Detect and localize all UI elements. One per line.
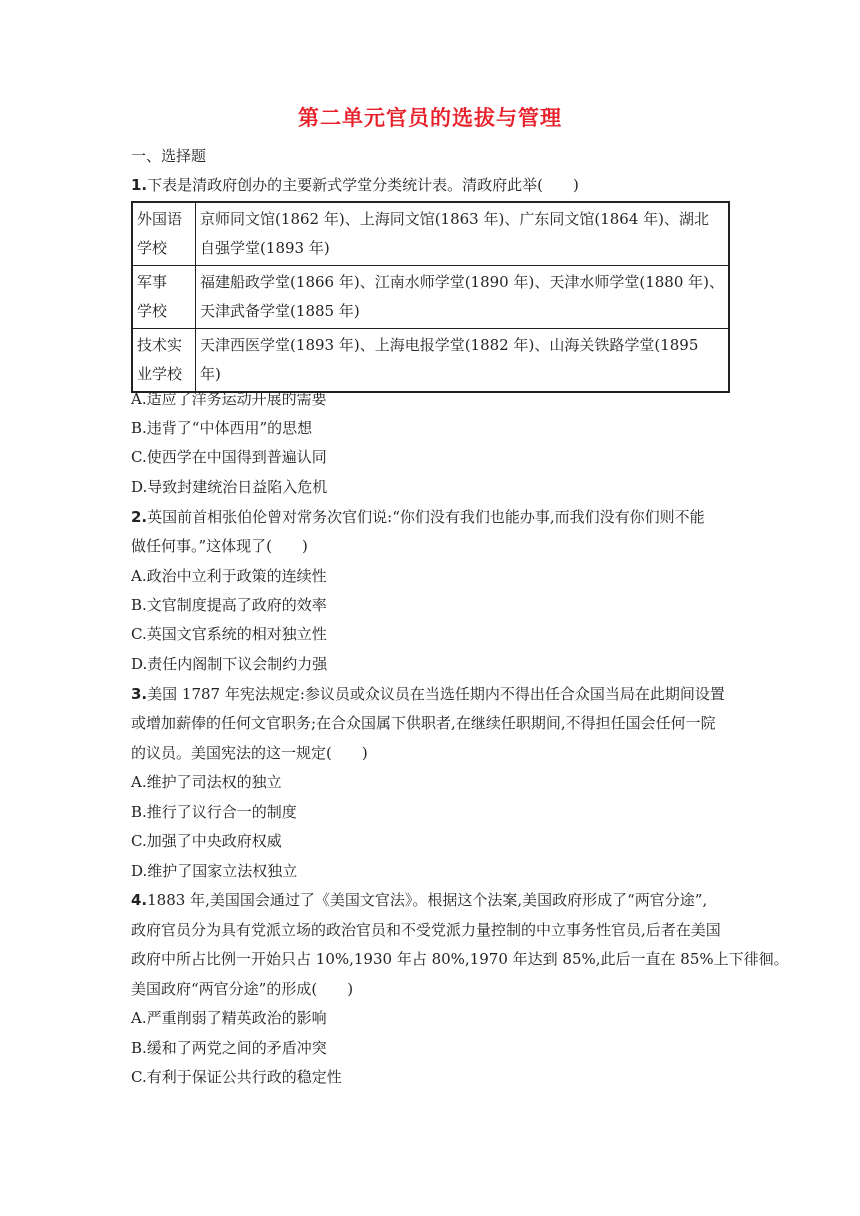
option-b: B.推行了议行合一的制度	[131, 803, 297, 821]
question-number: 4.	[131, 891, 148, 909]
table-row	[132, 266, 729, 329]
option-c: C.英国文官系统的相对独立性	[131, 625, 327, 643]
question-text: 下表是清政府创办的主要新式学堂分类统计表。清政府此举( )	[147, 176, 579, 194]
section-heading: 一、选择题	[131, 147, 207, 165]
question-text: 美国 1787 年宪法规定:参议员或众议员在当选任期内不得出任合众国当局在此期间设置	[147, 685, 725, 703]
page-title: 第二单元官员的选拔与管理	[298, 106, 562, 130]
cell-line: 学校	[137, 239, 168, 257]
question-2-stem	[131, 507, 705, 527]
table-cell-category	[132, 329, 196, 393]
table-cell-content	[196, 202, 729, 266]
cell-line: 年)	[200, 365, 221, 383]
question-text: 美国政府“两官分途”的形成( )	[131, 980, 354, 998]
cell-line: 业学校	[137, 365, 183, 383]
question-text: 做任何事。”这体现了( )	[131, 537, 308, 555]
cell-line: 自强学堂(1893 年)	[200, 239, 330, 257]
option-c: C.有利于保证公共行政的稳定性	[131, 1068, 342, 1086]
option-a: A.政治中立利于政策的连续性	[131, 567, 327, 585]
question-text: 1883 年,美国国会通过了《美国文官法》。根据这个法案,美国政府形成了“两官分途”,	[147, 891, 708, 909]
table-cell-content	[196, 266, 729, 329]
question-3-stem	[131, 684, 725, 704]
option-c: C.使西学在中国得到普遍认同	[131, 448, 327, 466]
cell-line: 学校	[137, 302, 168, 320]
option-d: D.维护了国家立法权独立	[131, 862, 298, 880]
option-c: C.加强了中央政府权威	[131, 832, 282, 850]
question-1-stem	[131, 175, 579, 195]
cell-line: 技术实	[137, 336, 183, 354]
table-row	[132, 329, 729, 393]
question-number: 2.	[131, 508, 148, 526]
option-a: A.维护了司法权的独立	[131, 773, 282, 791]
question-text: 政府官员分为具有党派立场的政治官员和不受党派力量控制的中立事务性官员,后者在美国	[131, 921, 721, 939]
option-d: D.责任内阁制下议会制约力强	[131, 655, 328, 673]
option-d: D.导致封建统治日益陷入危机	[131, 478, 328, 496]
table-row	[132, 202, 729, 266]
cell-line: 福建船政学堂(1866 年)、江南水师学堂(1890 年)、天津水师学堂(1880 年)、	[200, 273, 724, 291]
question-text: 英国前首相张伯伦曾对常务次官们说:“你们没有我们也能办事,而我们没有你们则不能	[147, 508, 705, 526]
question-number: 3.	[131, 685, 148, 703]
school-table	[131, 201, 730, 393]
cell-line: 天津西医学堂(1893 年)、上海电报学堂(1882 年)、山海关铁路学堂(1895	[200, 336, 699, 354]
question-text: 的议员。美国宪法的这一规定( )	[131, 744, 368, 762]
option-b: B.违背了“中体西用”的思想	[131, 419, 313, 437]
cell-line: 京师同文馆(1862 年)、上海同文馆(1863 年)、广东同文馆(1864 年)、湖北	[200, 210, 709, 228]
question-4-stem	[131, 890, 707, 910]
cell-line: 天津武备学堂(1885 年)	[200, 302, 360, 320]
cell-line: 外国语	[137, 210, 183, 228]
option-b: B.缓和了两党之间的矛盾冲突	[131, 1039, 327, 1057]
option-b: B.文官制度提高了政府的效率	[131, 596, 327, 614]
question-number: 1.	[131, 176, 148, 194]
question-text: 政府中所占比例一开始只占 10%,1930 年占 80%,1970 年达到 85%,此后一直在 85%上下徘徊。	[131, 950, 789, 968]
table-cell-category	[132, 266, 196, 329]
cell-line: 军事	[137, 273, 168, 291]
option-a: A.严重削弱了精英政治的影响	[131, 1009, 327, 1027]
question-text: 或增加薪俸的任何文官职务;在合众国属下供职者,在继续任职期间,不得担任国会任何一院	[131, 714, 716, 732]
option-a: A.适应了洋务运动开展的需要	[131, 390, 327, 408]
table-cell-content	[196, 329, 729, 393]
table-cell-category	[132, 202, 196, 266]
